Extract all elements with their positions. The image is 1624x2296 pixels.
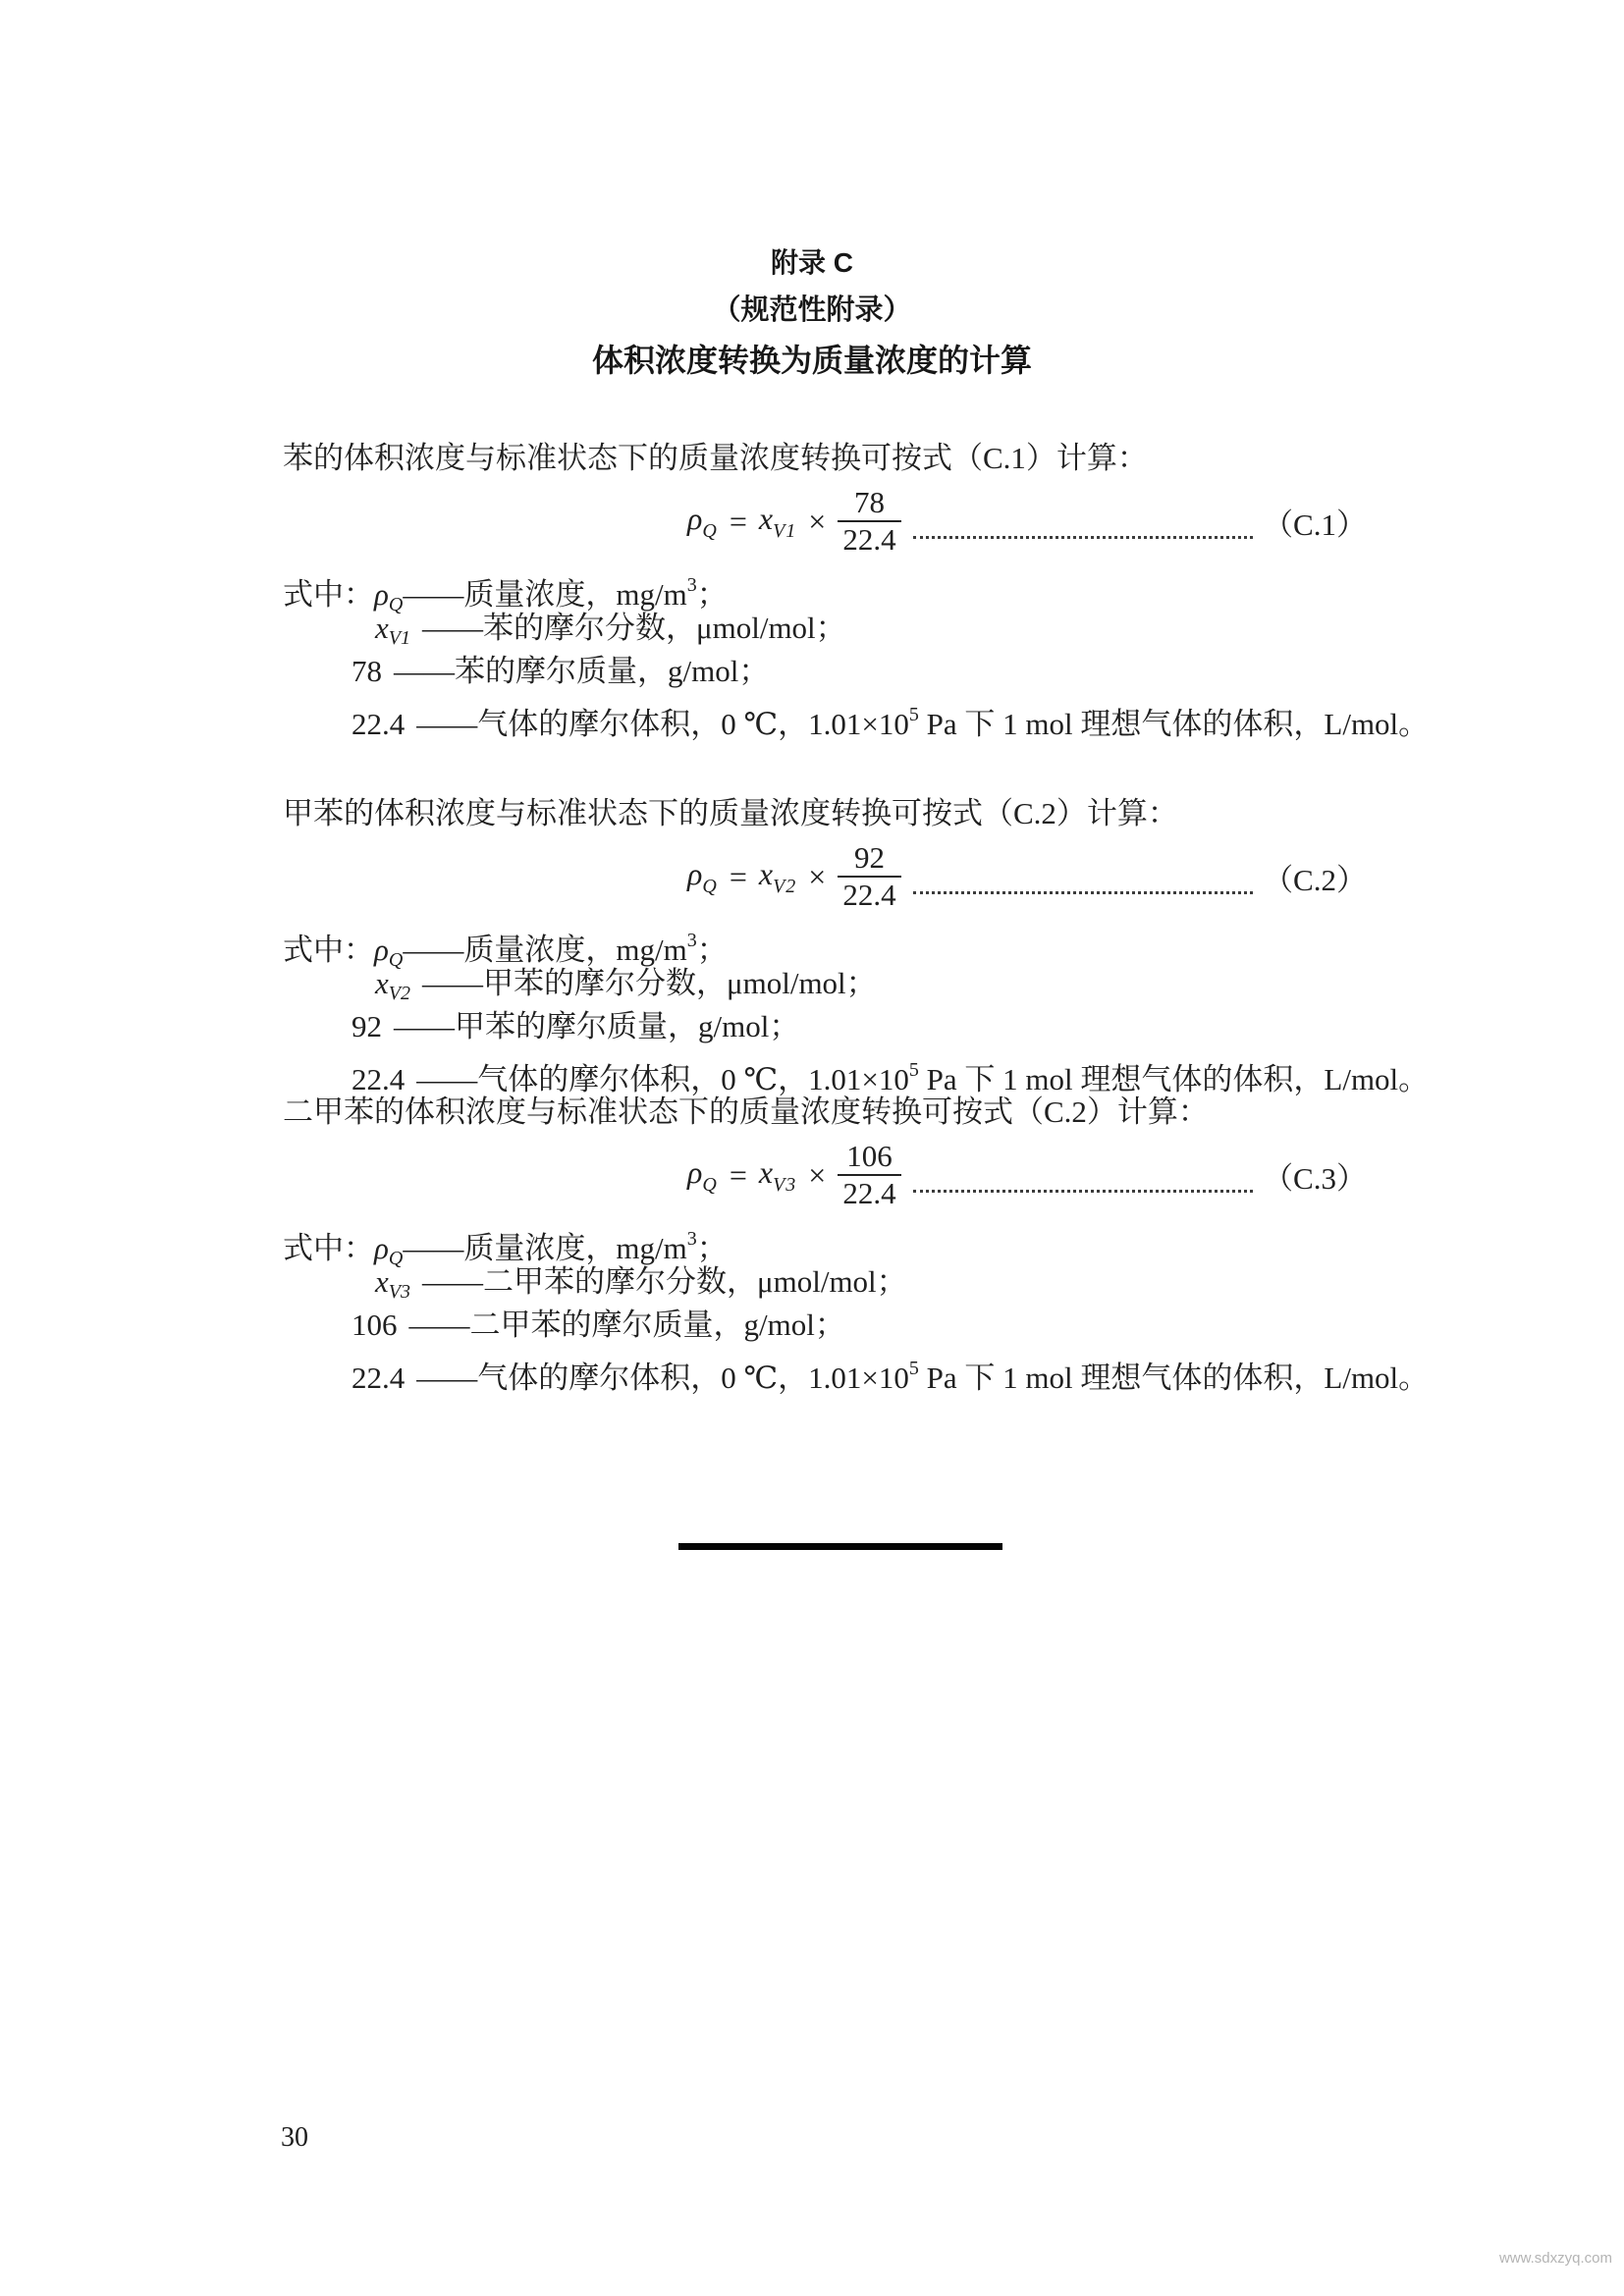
definition-line: 式中：$\rho_Q——$质量浓度，$mg/m^3$； [283,930,728,971]
formula-c1 [283,479,1379,563]
definition-line: $x_{V3}$ ——二甲苯的摩尔分数，μmol/mol； [375,1264,907,1303]
dot-leader [913,1190,1253,1193]
definition-line: 106 ——二甲苯的摩尔质量，g/mol； [352,1308,845,1342]
formula-c2 [283,834,1379,919]
times-sign: × [808,1156,827,1193]
equals-sign: = [729,858,747,894]
definition-line: 式中：$\rho_Q——$质量浓度，$mg/m^3$； [283,574,728,615]
xylene-intro: 二甲苯的体积浓度与标准状态下的质量浓度转换可按式（C.2）计算： [283,1095,1209,1129]
definition-line: 92 ——甲苯的摩尔质量，g/mol； [352,1009,800,1043]
equation-number-c1: （C.1） [1263,507,1367,542]
page-number: 30 [281,2122,308,2153]
appendix-label: 附录 C [770,247,853,278]
definition-line: 22.4 ——气体的摩尔体积，0 ℃，$1.01\times 10^5$ Pa 下 1 mol 理想气体的体积，L/mol。 [352,1059,1430,1096]
benzene-intro: 苯的体积浓度与标准状态下的质量浓度转换可按式（C.1）计算： [283,441,1148,475]
definition-line: 式中：$\rho_Q——$质量浓度，$mg/m^3$； [283,1228,728,1269]
formula-lhs: $\rho_Q$ [687,500,718,542]
formula-lhs: $\rho_Q$ [687,1153,718,1196]
equals-sign: = [729,503,747,539]
formula-variable: $x_{V1}$ [758,500,797,542]
appendix-heading [0,249,1624,376]
document-content [283,438,1430,1395]
times-sign: × [808,503,827,539]
formula-variable: $x_{V2}$ [758,855,797,897]
fraction: $\frac{78}{22.4}$ [838,485,900,558]
appendix-normative-label: （规范性附录） [712,294,912,326]
dot-leader [913,536,1253,539]
equation-number-c3: （C.3） [1263,1160,1367,1196]
fraction: $\frac{92}{22.4}$ [838,840,900,913]
times-sign: × [808,858,827,894]
formula-c3 [283,1133,1379,1217]
equation-number-c2: （C.2） [1263,862,1367,897]
definition-line: 78 ——苯的摩尔质量，g/mol； [352,654,770,688]
definition-line: 22.4 ——气体的摩尔体积，0 ℃，$1.01\times 10^5$ Pa 下 1 mol 理想气体的体积，L/mol。 [352,704,1430,741]
formula-variable: $x_{V3}$ [758,1153,797,1196]
toluene-intro: 甲苯的体积浓度与标准状态下的质量浓度转换可按式（C.2）计算： [283,796,1178,830]
equals-sign: = [729,1156,747,1193]
definition-line: $x_{V1}$ ——苯的摩尔分数，μmol/mol； [375,611,846,649]
end-of-text-rule [678,1543,1002,1550]
appendix-title: 体积浓度转换为质量浓度的计算 [591,343,1032,378]
definition-line: 22.4 ——气体的摩尔体积，0 ℃，$1.01\times 10^5$ Pa 下 1 mol 理想气体的体积，L/mol。 [352,1358,1430,1395]
formula-lhs: $\rho_Q$ [687,855,718,897]
dot-leader [913,891,1253,894]
watermark: www.sdxzyq.com [1498,2250,1612,2267]
fraction: $\frac{106}{22.4}$ [838,1139,900,1211]
definition-line: $x_{V2}$ ——甲苯的摩尔分数，μmol/mol； [375,966,877,1004]
